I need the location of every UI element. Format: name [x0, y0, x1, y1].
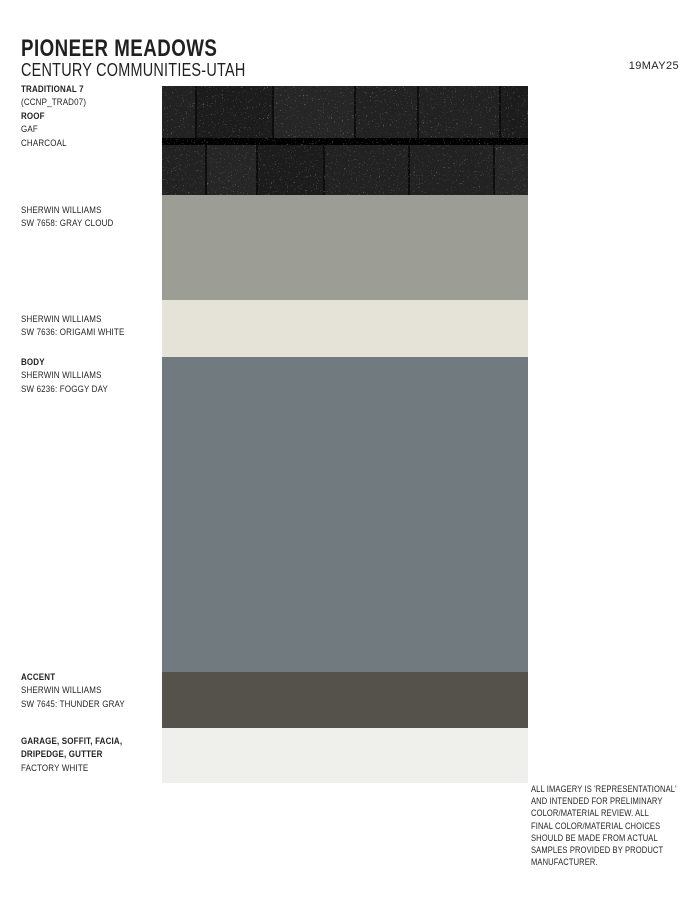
color-label: FACTORY WHITE: [21, 762, 89, 774]
swatch-foggy-day: [162, 357, 528, 672]
body-section-label: BODY: [21, 357, 45, 368]
roof-shingle-texture: [162, 86, 528, 195]
gray-cloud-label-group: [21, 204, 131, 231]
disclaimer-line: COLOR/MATERIAL REVIEW. ALL: [531, 808, 649, 819]
swatch-factory-white: [162, 728, 528, 783]
date-label: 19MAY25: [628, 60, 679, 72]
swatch-roof-charcoal: [162, 86, 528, 195]
disclaimer: [531, 783, 697, 868]
swatch-origami-white: [162, 300, 528, 357]
accent-section-label: ACCENT: [21, 672, 56, 683]
disclaimer-line: AND INTENDED FOR PRELIMINARY: [531, 796, 663, 807]
swatch-thunder-gray: [162, 672, 528, 728]
garage-section-label-line1: GARAGE, SOFFIT, FACIA,: [21, 736, 123, 747]
swatch-column: [162, 86, 528, 783]
garage-section-label-line2: DRIPEDGE, GUTTER: [21, 749, 103, 761]
page-title-text: PIONEER MEADOWS: [21, 35, 218, 62]
color-label: SW 7645: THUNDER GRAY: [21, 698, 125, 710]
scheme-name-label: TRADITIONAL 7: [21, 84, 84, 95]
manufacturer-label: SHERWIN WILLIAMS: [21, 370, 102, 382]
color-label: SW 6236: FOGGY DAY: [21, 383, 108, 395]
disclaimer-line: MANUFACTURER.: [531, 857, 598, 868]
origami-white-label-group: [21, 313, 144, 340]
roof-section-label: ROOF: [21, 110, 45, 122]
disclaimer-line: SHOULD BE MADE FROM ACTUAL: [531, 832, 658, 843]
page-subtitle: [21, 60, 309, 80]
color-label: SW 7658: GRAY CLOUD: [21, 218, 114, 230]
roof-color-label: CHARCOAL: [21, 137, 67, 149]
color-label: SW 7636: ORIGAMI WHITE: [21, 327, 125, 339]
accent-label-group: [21, 671, 145, 711]
manufacturer-label: SHERWIN WILLIAMS: [21, 685, 102, 697]
scheme-code-label: (CCNP_TRAD07): [21, 97, 87, 109]
disclaimer-line: ALL IMAGERY IS 'REPRESENTATIONAL': [531, 784, 677, 794]
roof-label-group: [21, 83, 99, 150]
body-label-group: [21, 356, 125, 396]
roof-manufacturer-label: GAF: [21, 124, 38, 136]
garage-label-group: [21, 735, 142, 775]
disclaimer-line: FINAL COLOR/MATERIAL CHOICES: [531, 820, 661, 831]
manufacturer-label: SHERWIN WILLIAMS: [21, 314, 102, 325]
manufacturer-label: SHERWIN WILLIAMS: [21, 205, 102, 216]
swatch-gray-cloud: [162, 195, 528, 300]
disclaimer-line: SAMPLES PROVIDED BY PRODUCT: [531, 844, 664, 855]
page-subtitle-text: CENTURY COMMUNITIES-UTAH: [21, 59, 246, 80]
